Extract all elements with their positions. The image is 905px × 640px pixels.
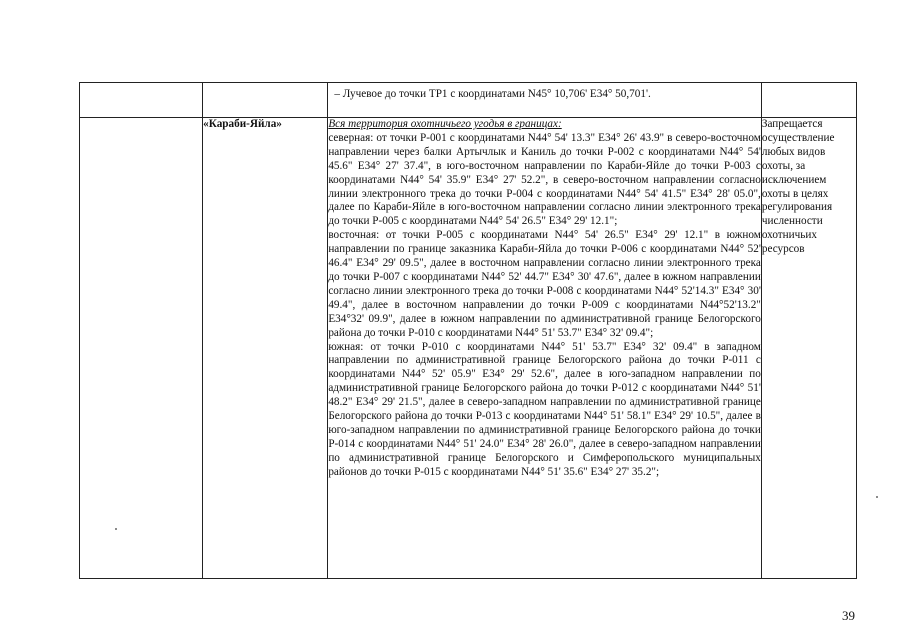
table-row bbox=[80, 83, 857, 118]
boundary-south: южная: от точки Р-010 с координатами N44° 51' 53.7" E34° 32' 09.4" в западном направлении по административной границе Белогорского района до точки Р-011 с координатами N44° 52' 05.9" E34° 29' 52.6", далее в юго-западном направлении по административной границе Белогорского района до точки Р-012 с координатами N44° 51' 48.2" E34° 29' 21.5", далее в северо-западном направлении по административной границе Белогорского района до точки Р-013 с координатами N44° 51' 58.1" E34° 29' 10.5", далее в юго-западном направлении по административной границе Белогорского района до точки Р-014 с координатами N44° 51' 24.0" E34° 28' 26.0", далее в северо-западном направлении по административной границе Белогорского и Симферопольского муниципальных районов до точки Р-015 с координатами N44° 51' 35.6" E34° 27' 35.2"; bbox=[328, 340, 761, 478]
empty-cell bbox=[80, 118, 203, 579]
restriction-text: Запрещается осуществление любых видов охоты, за исключением охоты в целях регулирования численности охотничьих ресурсов bbox=[761, 118, 856, 579]
empty-cell bbox=[203, 83, 328, 118]
empty-cell bbox=[80, 83, 203, 118]
scan-speck bbox=[115, 528, 117, 530]
hunting-grounds-table bbox=[79, 82, 857, 579]
page-number: 39 bbox=[842, 608, 855, 623]
hunting-ground-name: «Караби-Яйла» bbox=[203, 118, 328, 579]
table-row bbox=[80, 118, 857, 579]
empty-cell bbox=[761, 83, 856, 118]
boundary-description-cell bbox=[328, 83, 762, 118]
boundary-heading: Вся территория охотничьего угодья в границах: bbox=[328, 118, 562, 130]
boundary-description-cell bbox=[328, 118, 762, 579]
boundary-north: северная: от точки Р-001 с координатами N44° 54' 13.3" E34° 26' 43.9" в северо-восточном направлении через балки Артычлык и Каниль до точки Р-002 с координатами N44° 54' 45.6" E34° 27' 37.4", в юго-восточном направлении по Караби-Яйле до точки Р-003 с координатами N44° 54' 35.9" E34° 27' 52.2", в северо-восточном направлении согласно линии электронного трека до точки Р-004 с координатами N44° 54' 41.5" E34° 28' 05.0", далее по Караби-Яйле в юго-восточном направлении согласно линии электронного трека до точки Р-005 с координатами N44° 54' 26.5" E34° 29' 12.1"; bbox=[328, 131, 761, 228]
boundary-east: восточная: от точки Р-005 с координатами N44° 54' 26.5" E34° 29' 12.1" в южном направлении по границе заказника Караби-Яйла до точки Р-006 с координатами N44° 52' 46.4" E34° 29' 09.5", далее в восточном направлении согласно линии электронного трека до точки Р-007 с координатами N44° 52' 44.7" E34° 30' 47.6", далее в южном направлении согласно линии электронного трека до точки Р-008 с координатами N44° 52'14.3" E34° 30' 49.4", далее в восточном направлении до точки Р-009 с координатами N44°52'13.2" E34°32' 09.9", далее в южном направлении по административной границе Белогорского района до точки Р-010 с координатами N44° 51' 53.7" E34° 32' 09.4"; bbox=[328, 229, 761, 339]
boundary-description-text: – Лучевое до точки ТР1 с координатами N45° 10,706' E34° 50,701'. bbox=[334, 88, 651, 100]
scan-speck bbox=[876, 496, 878, 498]
